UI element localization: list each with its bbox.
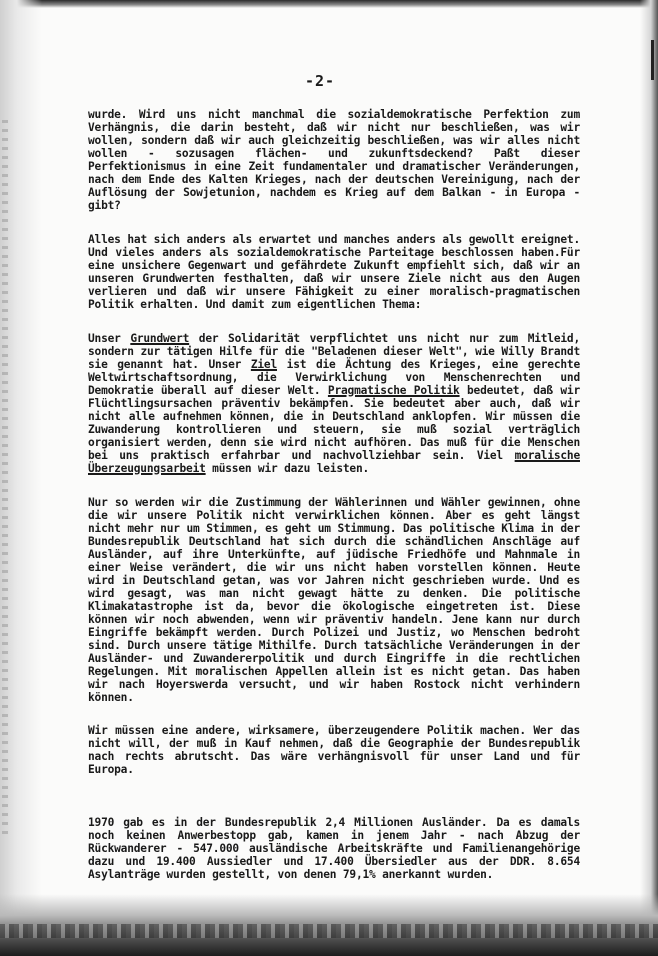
paragraph — [88, 724, 580, 776]
text-run: bedeutet, daß wir Flüchtlingsursachen präventiv bekämpfen. Sie bedeutet aber auch, daß wir nicht alle aufnehmen können, die in Deutschland anklopfen. Wir müssen die Zuwanderung kontrollieren und steuern, sie muß sozial verträglich organisiert werden, denn sie wird nicht aufhören. Das muß für die Menschen bei uns praktisch erfahrbar und nachvollziehbar sein. Viel — [88, 384, 580, 462]
scan-edge-bottom — [0, 894, 658, 956]
underlined-term: Ziel — [250, 358, 278, 371]
paragraph — [88, 816, 580, 881]
underlined-term: moralische Überzeugungsarbeit — [88, 449, 580, 475]
scan-edge-right — [640, 0, 658, 956]
text-run: Nur so werden wir die Zustimmung der Wählerinnen und Wähler gewinnen, ohne die wir unsere Politik nicht verwirklichen können. Aber es geht längst nicht mehr nur um Stimmen, es geht um Stimmung. Das politische Klima in der Bundesrepublik Deutschland hat sich durch die schändlichen Anschläge auf Ausländer, auf ihre Unterkünfte, auf jüdische Friedhöfe und Mahnmale in einer Weise verändert, die wir uns nicht haben vorstellen können. Heute wird in Deutschland getan, was vor Jahren nicht geschrieben wurde. Und es wird gesagt, was man nicht gewagt hätte zu denken. Die politische Klimakatastrophe ist da, bevor die ökologische eingetreten ist. Diese können wir noch abwenden, wenn wir präventiv handeln. Jene kann nur durch Eingriffe bekämpft werden. Durch Polizei und Justiz, wo Menschen bedroht sind. Durch unsere tätige Mithilfe. Durch tatsächliche Veränderungen in der Ausländer- und Zuwandererpolitik und durch Eingriffe in die rechtlichen Regelungen. Mit moralischen Appellen allein ist es nicht getan. Das haben wir nach Hoyerswerda versucht, und wir haben Rostock nicht verhindern können. — [88, 496, 580, 704]
underlined-term: Grundwert — [130, 332, 190, 345]
paragraph — [88, 108, 580, 212]
text-run: 1970 gab es in der Bundesrepublik 2,4 Millionen Ausländer. Da es damals noch keinen Anwerbestopp gab, kamen in jenem Jahr - nach Abzug der Rückwanderer - 547.000 ausländische Arbeitskräfte und Familienangehörige dazu und 19.400 Aussiedler und 17.400 Übersiedler aus der DDR. 8.654 Asylanträge wurden gestellt, von denen 79,1% anerkannt wurden. — [88, 816, 580, 881]
text-run: Wir müssen eine andere, wirksamere, überzeugendere Politik machen. Wer das nicht will, der muß in Kauf nehmen, daß die Geographie der Bundesrepublik nach rechts abrutscht. Das wäre verhängnisvoll für unser Land und für Europa. — [88, 724, 580, 776]
paragraph — [88, 332, 580, 475]
text-run: Alles hat sich anders als erwartet und manches anders als gewollt ereignet. Und vieles anders als sozialdemokratische Parteitage beschlossen haben.Für eine unsichere Gegenwart und gefährdete Zukunft empfiehlt sich, daß wir an unseren Grundwerten festhalten, daß wir unsere Ziele nicht aus den Augen verlieren und daß wir unsere Fähigkeit zu einer moralisch-pragmatischen Politik erhalten. Und damit zum eigentlichen Thema: — [88, 233, 580, 311]
text-run: wurde. Wird uns nicht manchmal die sozialdemokratische Perfektion zum Verhängnis, die darin besteht, daß wir nicht nur beschließen, was wir wollen, sondern daß wir auch gleichzeitig beschließen, was wir alles nicht wollen - sozusagen flächen- und zukunftsdeckend? Paßt dieser Perfektionismus in eine Zeit fundamentaler und dramatischer Veränderungen, nach dem Ende des Kalten Krieges, nach der deutschen Vereinigung, nach der Auflösung der Sowjetunion, nachdem es Krieg auf dem Balkan - in Europa - gibt? — [88, 108, 580, 212]
document-body — [88, 108, 580, 881]
scan-edge-left — [0, 0, 42, 956]
paragraph — [88, 496, 580, 704]
underlined-term: Pragmatische Politik — [327, 384, 460, 397]
page-number: -2- — [304, 72, 336, 90]
text-run: ist die Ächtung des Krieges, eine gerechte Weltwirtschaftsordnung, die Verwirklichung von Menschenrechten und Demokratie überall auf dieser Welt. — [88, 358, 580, 397]
paragraph — [88, 233, 580, 311]
text-run: Unser — [88, 332, 131, 345]
text-run: der Solidarität verpflichtet uns nicht nur zum Mitleid, sondern zur tätigen Hilfe für die "Beladenen dieser Welt", wie Willy Brandt sie genannt hat. Unser — [88, 332, 580, 371]
text-run: müssen wir dazu leisten. — [205, 462, 370, 475]
scan-edge-top — [0, 0, 658, 8]
